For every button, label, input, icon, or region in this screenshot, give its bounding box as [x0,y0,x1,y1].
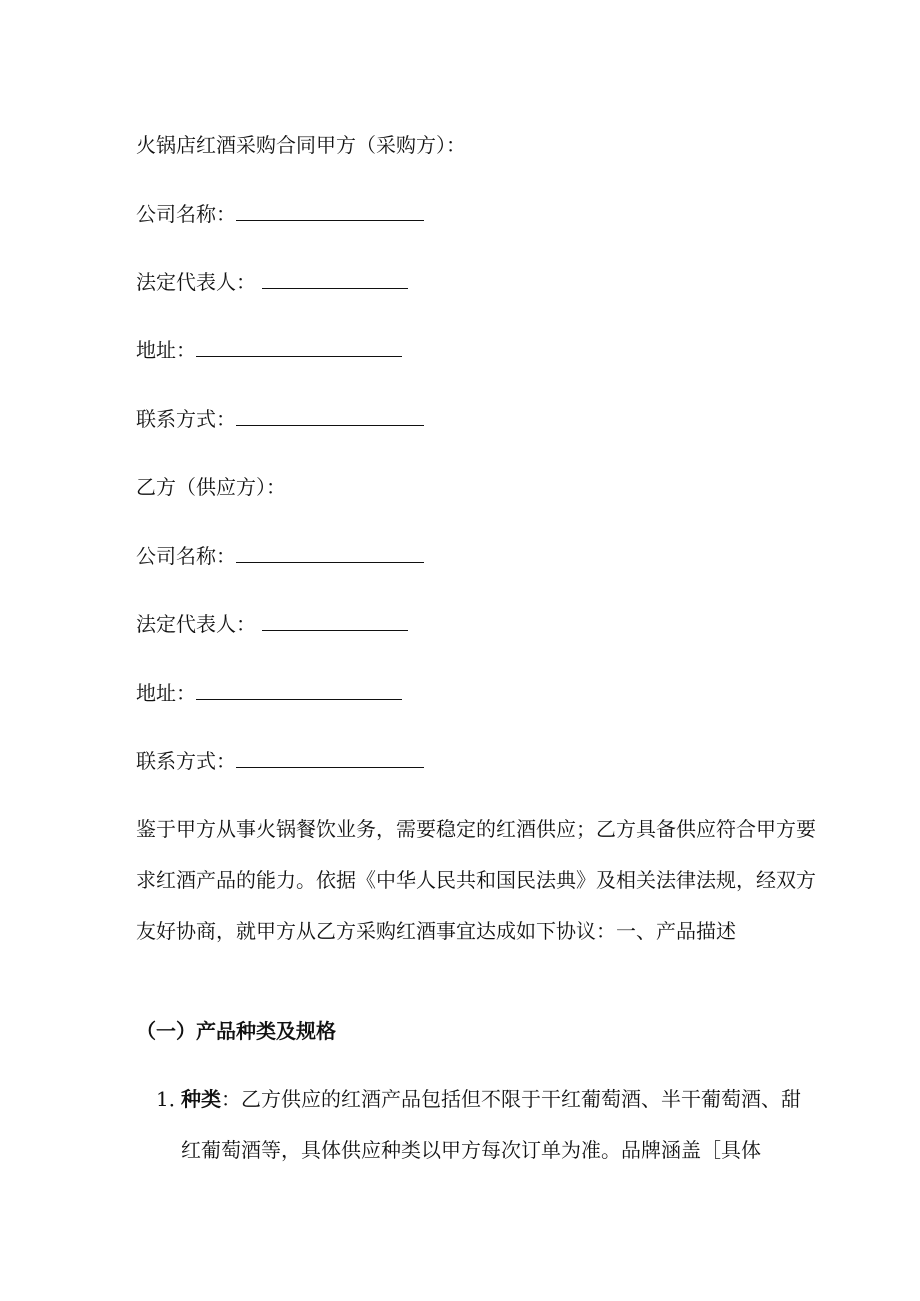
party-b-contact-blank[interactable] [236,747,424,768]
list-item-body [136,1074,816,1176]
party-a-address-blank[interactable] [196,336,402,357]
party-b-heading: 乙方（供应方）： [136,475,286,499]
party-b-contact-label: 联系方式： [136,749,236,773]
party-a-legal-rep-row [136,268,408,296]
list-item-term: 种类 [181,1087,221,1111]
party-b-address-row [136,679,402,707]
party-b-address-blank[interactable] [196,679,402,700]
contract-title: 火锅店红酒采购合同甲方（采购方）： [136,133,466,157]
list-item-text: ：乙方供应的红酒产品包括但不限于干红葡萄酒、半干葡萄酒、甜红葡萄酒等，具体供应种类以甲方每次订单为准。品牌涵盖［具体 [181,1087,801,1162]
list-item-number: 1． [156,1087,189,1111]
party-a-company-blank[interactable] [236,200,424,221]
party-a-company-label: 公司名称： [136,202,236,226]
party-b-address-label: 地址： [136,681,196,705]
party-b-company-label: 公司名称： [136,544,236,568]
party-b-contact-row [136,747,424,775]
section-heading: （一）产品种类及规格 [136,1019,336,1043]
party-a-legal-rep-blank[interactable] [262,268,408,289]
preamble-paragraph: 鉴于甲方从事火锅餐饮业务，需要稳定的红酒供应；乙方具备供应符合甲方要求红酒产品的能力。依据《中华人民共和国民法典》及相关法律法规，经双方友好协商，就甲方从乙方采购红酒事宜达成如下协议：一、产品描述 [136,817,816,943]
party-a-company-row [136,200,424,228]
party-b-company-row [136,542,424,570]
party-a-address-row [136,336,402,364]
party-a-contact-label: 联系方式： [136,407,236,431]
party-b-legal-rep-label: 法定代表人： [136,612,256,636]
list-item-1 [136,1074,816,1176]
party-b-company-blank[interactable] [236,542,424,563]
party-a-contact-blank[interactable] [236,405,424,426]
party-a-legal-rep-label: 法定代表人： [136,270,256,294]
party-a-address-label: 地址： [136,338,196,362]
party-b-legal-rep-row [136,610,408,638]
party-a-contact-row [136,405,424,433]
party-b-legal-rep-blank[interactable] [262,610,408,631]
